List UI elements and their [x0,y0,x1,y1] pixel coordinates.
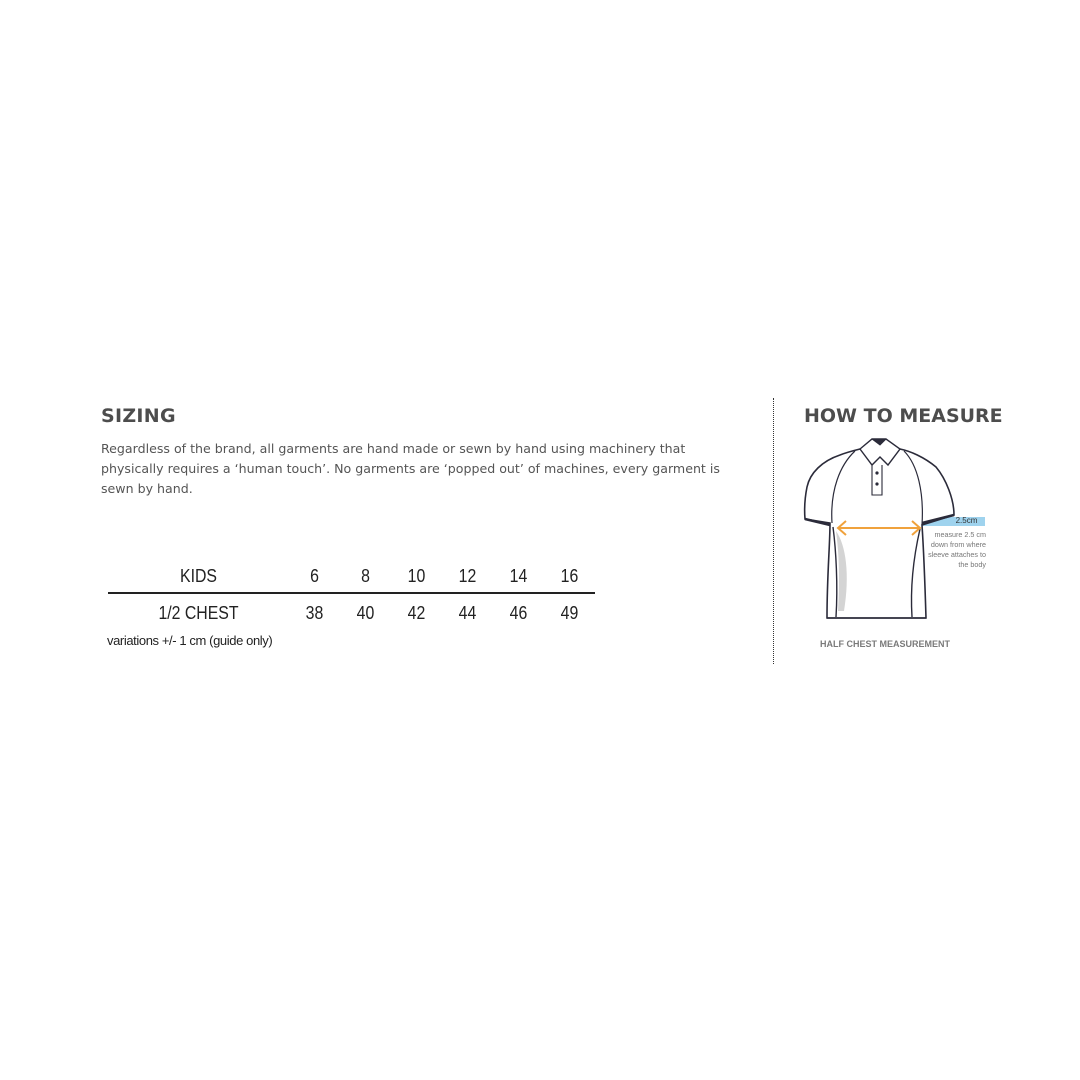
chest-row-label: 1/2 CHEST [158,602,239,623]
size-cell: 10 [394,560,439,593]
chest-measurement-row [108,593,595,632]
size-cell: 8 [343,560,388,593]
measure-caption: HALF CHEST MEASUREMENT [820,639,950,649]
chest-value-cell: 46 [509,602,528,623]
sizing-description: Regardless of the brand, all garments are hand made or sewn by hand using machinery that physically requires a ‘human touch’. No garments are ‘popped out’ of machines, every garment is sewn by hand. [101,441,720,496]
size-cell: 6 [292,560,337,593]
sizing-title: SIZING [101,405,176,427]
size-header-row [108,560,595,593]
chest-value-cell: 42 [407,602,426,623]
size-cell: 16 [547,560,592,593]
chest-value-cell: 49 [560,602,579,623]
how-to-measure-title: HOW TO MEASURE [804,405,1003,427]
chest-value-cell: 38 [305,602,324,623]
size-cell: 14 [496,560,541,593]
size-chart-table [108,560,595,632]
size-header-label: KIDS [119,560,278,593]
measure-instruction: measure 2.5 cm down from where sleeve attaches to the body [928,530,986,569]
chest-value-cell: 44 [458,602,477,623]
measure-offset-label: 2.5cm [955,516,978,525]
chest-value-cell: 40 [356,602,375,623]
shirt-button [875,482,878,485]
size-variation-note: variations +/- 1 cm (guide only) [107,633,273,648]
section-divider [773,398,774,664]
shirt-button [875,471,878,474]
size-cell: 12 [445,560,490,593]
